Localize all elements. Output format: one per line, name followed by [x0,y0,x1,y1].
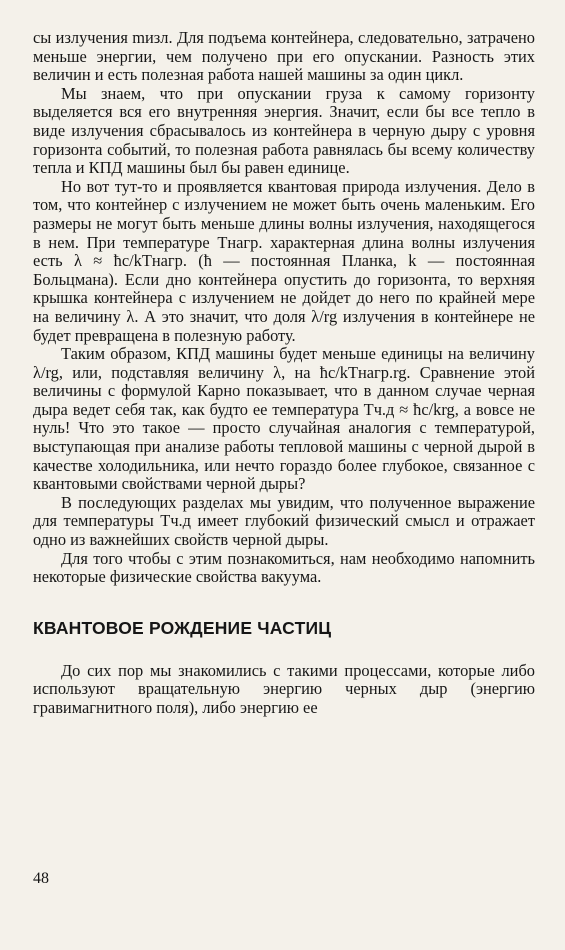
paragraph-horizon-energy: Мы знаем, что при опускании груза к самому горизонту выделяется вся его внутренняя энергия. Значит, если бы все тепло в виде излучения сбрасывалось из контейнера в черную дыру с уровня горизонта событий, то полезная работа равнялась бы всему количеству тепла и КПД машины был бы равен единице. [33,83,535,178]
paragraph-next-sections: В последующих разделах мы увидим, что полученное выражение для температуры Tч.д имеет глубокий физический смысл и отражает одно из важнейших свойств черной дыры. [33,492,535,550]
section-heading: КВАНТОВОЕ РОЖДЕНИЕ ЧАСТИЦ [33,617,332,638]
paragraph-section-intro: До сих пор мы знакомились с такими процессами, которые либо используют вращательную энергию черных дыр (энергию гравимагнитного поля), либо энергию ее [33,660,535,717]
paragraph-quantum-nature: Но вот тут-то и проявляется квантовая природа излучения. Дело в том, что контейнер с излучением не может быть очень маленьким. Его размеры не могут быть меньше длины волны излучения, находящегося в нем. При температуре Tнагр. характерная длина волны излучения есть λ ≈ ħc/kTнагр. (ħ — постоянная Планка, k — постоянная Больцмана). Если дно контейнера опустить до горизонта, то верхняя крышка контейнера с излучением не дойдет до него по крайней мере на величину λ. А это значит, что доля λ/rg излучения в контейнере не будет превращена в полезную работу. [33,176,535,345]
paragraph-continued: сы излучения mизл. Для подъема контейнера, следовательно, затрачено меньше энергии, чем получено при его опускании. Разность этих величин и есть полезная работа нашей машины за один цикл. [33,28,535,85]
paragraph-vacuum-properties: Для того чтобы с этим познакомиться, нам необходимо напомнить некоторые физические свойства вакуума. [33,548,535,587]
page-number: 48 [33,870,49,887]
paragraph-efficiency: Таким образом, КПД машины будет меньше единицы на величину λ/rg, или, подставляя величину λ, на ħc/kTнагр.rg. Сравнение этой величины с формулой Карно показывает, что в данном случае черная дыра ведет себя так, как будто ее температура Tч.д ≈ ħc/krg, а вовсе не нуль! Что это такое — просто случайная аналогия с температурой, выступающая при анализе работы тепловой машины с черной дырой в качестве холодильника, или нечто гораздо более глубокое, связанное с квантовыми свойствами черной дыры? [33,344,535,494]
